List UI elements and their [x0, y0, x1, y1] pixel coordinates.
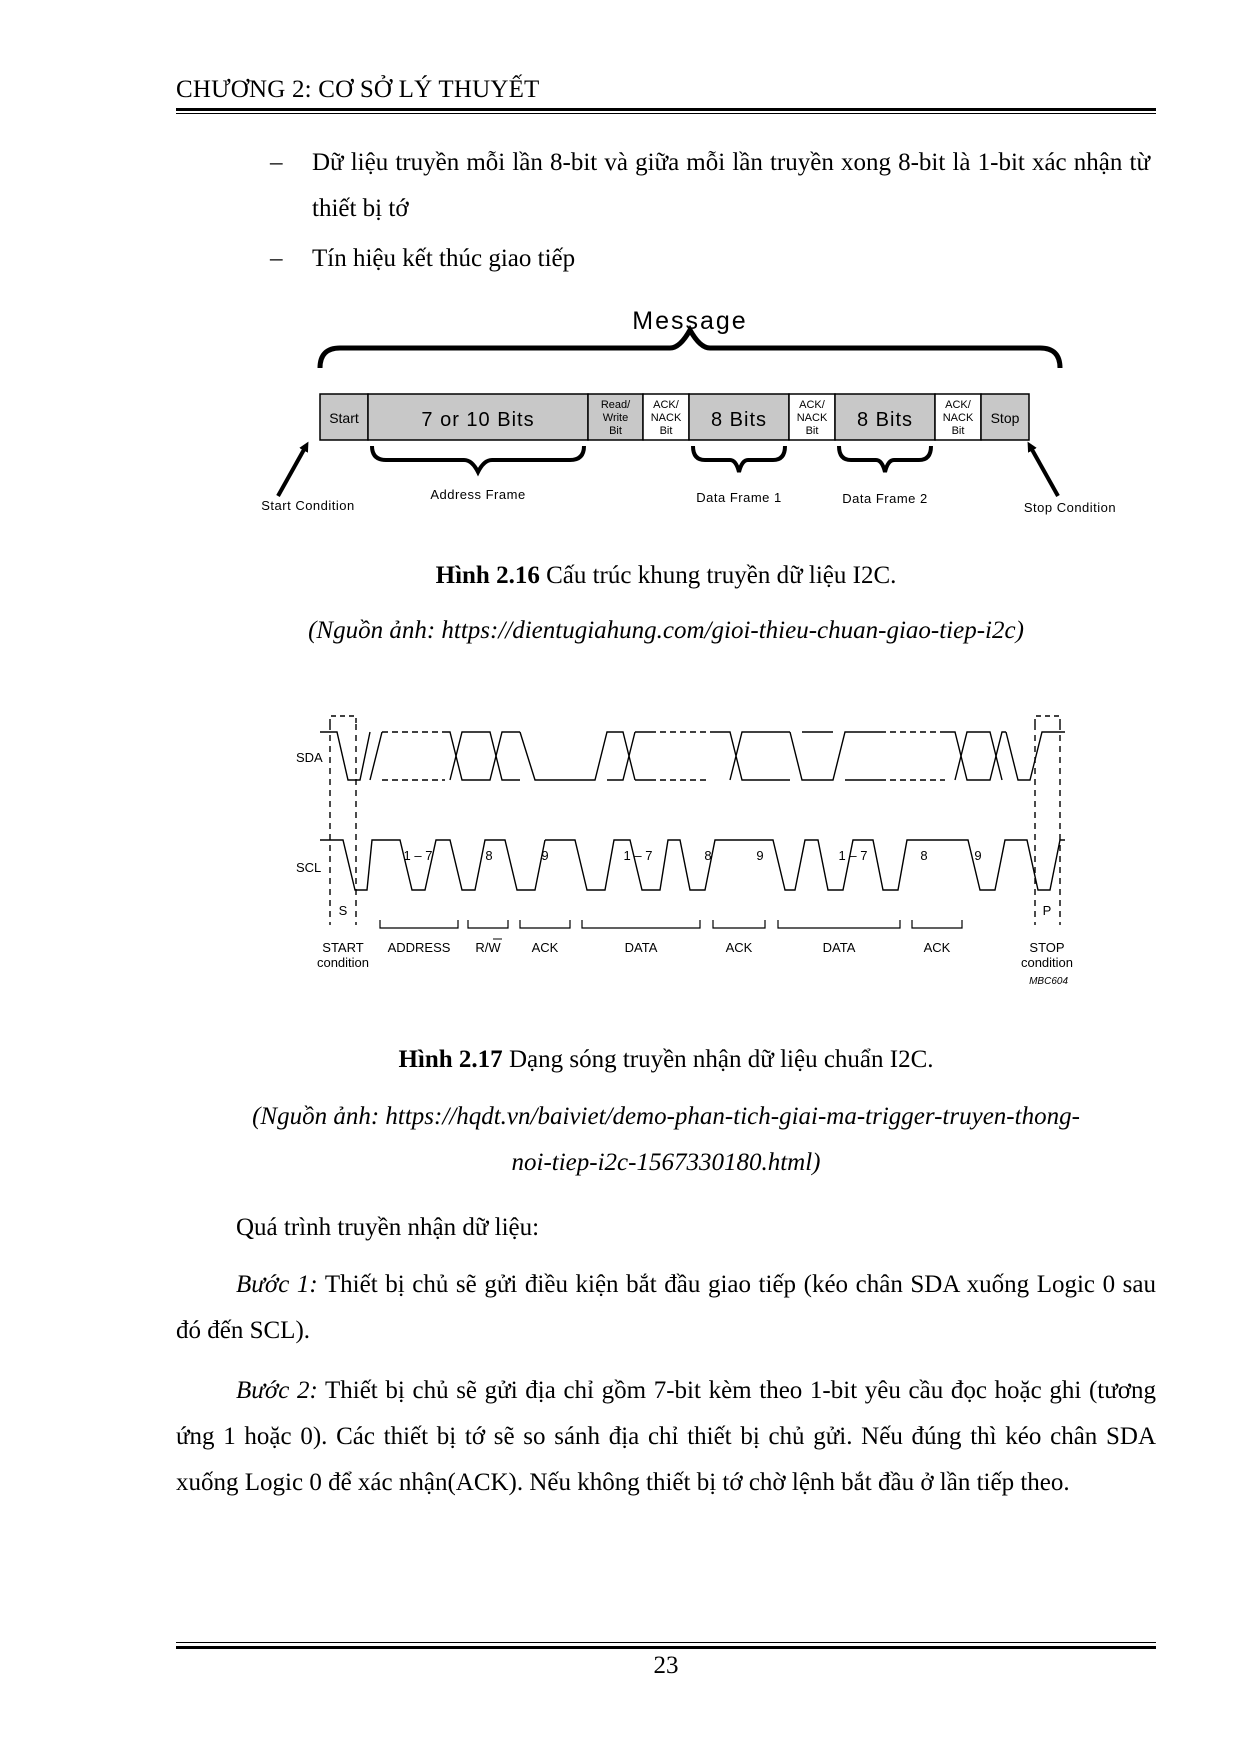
- figure-caption: [176, 1046, 1156, 1074]
- page-number: 23: [653, 1652, 679, 1679]
- start-cell-label: Start: [329, 410, 359, 426]
- stop-arrow: [1030, 446, 1058, 496]
- step2-paragraph: [176, 1368, 1156, 1506]
- step1-text: Thiết bị chủ sẽ gửi điều kiện bắt đầu giao tiếp (kéo chân SDA xuống Logic 0 sau đó đến SCL).: [176, 1271, 1156, 1344]
- address-cell-label: 7 or 10 Bits: [421, 409, 535, 431]
- address-brace: [372, 446, 584, 472]
- data-frame-1-label: Data Frame 1: [696, 490, 782, 505]
- data-label: DATA: [624, 940, 658, 955]
- figure-source-line: (Nguồn ảnh: https://hqdt.vn/baiviet/demo-phan-tich-giai-ma-trigger-truyen-thong-: [252, 1103, 1080, 1130]
- step2-text: Thiết bị chủ sẽ gửi địa chỉ gồm 7-bit kèm theo 1-bit yêu cầu đọc hoặc ghi (tương ứng 1 hoặc 0). Các thiết bị tớ sẽ so sánh địa chỉ thiết bị chủ gửi. Nếu đúng thì kéo chân SDA xuống Logic 0 để xác nhận(ACK). Nếu không thiết bị tớ chờ lệnh bắt đầu ở lần tiếp theo.: [176, 1377, 1157, 1496]
- data2-cell-label: 8 Bits: [856, 409, 914, 431]
- step1-paragraph: [176, 1262, 1156, 1354]
- bullet-dash: –: [270, 149, 283, 176]
- data2-brace: [839, 446, 931, 472]
- data-label: DATA: [822, 940, 856, 955]
- bullet-text: Dữ liệu truyền mỗi lần 8-bit và giữa mỗi lần truyền xong 8-bit là 1-bit xác nhận từ thiết bị tớ: [312, 149, 1150, 222]
- rw-cell-line: Read/: [600, 399, 631, 411]
- ack3-cell-line: ACK/: [945, 399, 971, 411]
- header-rule: [176, 108, 1156, 111]
- clock-label: 1 – 7: [623, 848, 653, 863]
- caption-text: Dạng sóng truyền nhận dữ liệu chuẩn I2C.: [502, 1046, 934, 1073]
- ack2-cell-line: Bit: [805, 425, 819, 437]
- caption-text: Cấu trúc khung truyền dữ liệu I2C.: [539, 562, 897, 589]
- stop-marker: P: [1042, 903, 1052, 918]
- ack-label: ACK: [725, 940, 753, 955]
- start-sub-label: condition: [316, 955, 370, 970]
- footer-rule: [176, 1646, 1156, 1649]
- i2c-frame-diagram: [240, 296, 1140, 526]
- start-condition-label: Start Condition: [261, 498, 355, 513]
- clock-label: 8: [485, 848, 493, 863]
- bullet-dash: –: [270, 245, 283, 272]
- ack2-cell-line: ACK/: [799, 399, 825, 411]
- step1-label: Bước 1:: [236, 1271, 318, 1298]
- chapter-header: CHƯƠNG 2: CƠ SỞ LÝ THUYẾT: [176, 76, 540, 103]
- ack3-cell-line: Bit: [951, 425, 965, 437]
- bullet-text: Tín hiệu kết thúc giao tiếp: [312, 245, 576, 272]
- clock-label: 9: [974, 848, 982, 863]
- bullet-item: [270, 236, 1150, 282]
- stop-sub-label: condition: [1020, 955, 1074, 970]
- stop-label: STOP: [1029, 940, 1065, 955]
- message-brace: [320, 330, 1060, 368]
- data-frame-2-label: Data Frame 2: [842, 491, 928, 506]
- clock-label: 8: [920, 848, 928, 863]
- rw-label: R/W: [475, 940, 501, 955]
- ack1-cell-line: NACK: [650, 412, 682, 424]
- header-rule-thin: [176, 113, 1156, 114]
- stop-condition-label: Stop Condition: [1023, 500, 1117, 515]
- ack-label: ACK: [531, 940, 559, 955]
- clock-label: 1 – 7: [403, 848, 433, 863]
- clock-label: 1 – 7: [838, 848, 868, 863]
- step2-label: Bước 2:: [236, 1377, 318, 1404]
- message-title: Message: [632, 307, 748, 335]
- intro-paragraph: Quá trình truyền nhận dữ liệu:: [236, 1214, 540, 1241]
- sda-label: SDA: [296, 750, 323, 765]
- figure-caption: [176, 562, 1156, 590]
- ack3-cell-line: NACK: [942, 412, 974, 424]
- clock-label: 8: [704, 848, 712, 863]
- figure-source: [176, 1094, 1156, 1186]
- grouping-brackets: [380, 920, 962, 928]
- caption-label: Hình 2.16: [435, 562, 540, 589]
- waveform-lines: [320, 716, 1065, 925]
- stop-cell-label: Stop: [990, 410, 1020, 426]
- start-arrow: [278, 446, 306, 496]
- ack1-cell-line: Bit: [659, 425, 673, 437]
- data1-cell-label: 8 Bits: [710, 409, 768, 431]
- i2c-waveform-diagram: [290, 700, 1090, 1000]
- bullet-item: [270, 140, 1150, 232]
- caption-label: Hình 2.17: [398, 1046, 503, 1073]
- ack2-cell-line: NACK: [796, 412, 828, 424]
- start-label: START: [322, 940, 364, 955]
- address-frame-label: Address Frame: [430, 487, 526, 502]
- figure-source: (Nguồn ảnh: https://dientugiahung.com/gioi-thieu-chuan-giao-tiep-i2c): [308, 617, 1024, 644]
- footer-rule-thin: [176, 1642, 1156, 1643]
- address-label: ADDRESS: [387, 940, 451, 955]
- rw-cell-line: Write: [602, 412, 629, 424]
- scl-label: SCL: [296, 860, 322, 875]
- data1-brace: [693, 446, 785, 472]
- ack-label: ACK: [923, 940, 951, 955]
- ack1-cell-line: ACK/: [653, 399, 679, 411]
- figure-code: MBC604: [1029, 976, 1068, 987]
- start-marker: S: [338, 903, 348, 918]
- clock-label: 9: [541, 848, 549, 863]
- clock-label: 9: [756, 848, 764, 863]
- figure-source-line: noi-tiep-i2c-1567330180.html): [511, 1149, 821, 1176]
- rw-cell-line: Bit: [609, 425, 622, 437]
